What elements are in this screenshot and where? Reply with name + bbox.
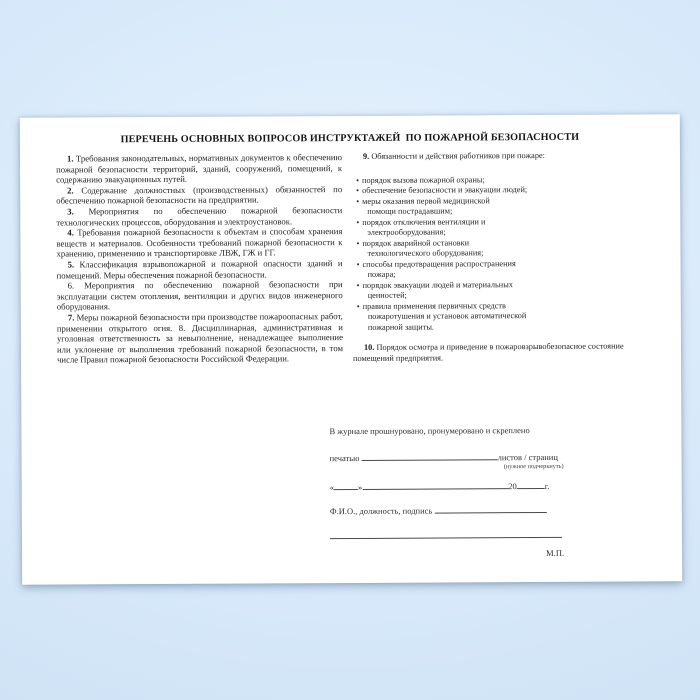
- document-body: [56, 150, 661, 365]
- bullet-icon: •: [356, 185, 360, 195]
- list-item-1: [56, 152, 342, 185]
- day-fill-line: [334, 480, 358, 490]
- name-label: Ф.И.О., должность, подпись: [329, 505, 435, 517]
- stamp-place-label: М.П.: [546, 547, 565, 558]
- bullet-item: • порядок эвакуации людей и материальных ценностей;: [356, 279, 513, 300]
- signature-fill-line: [434, 503, 546, 514]
- item-number: 7.: [67, 312, 75, 323]
- year-suffix: г.: [544, 480, 550, 491]
- item-number: 3.: [67, 206, 74, 217]
- item-number: 5.: [67, 259, 75, 270]
- list-item-9: [352, 150, 660, 162]
- date-row: [330, 479, 568, 493]
- bullet-item: • порядок аварийной остановки технологического оборудования;: [356, 237, 484, 258]
- list-item-2: [56, 184, 342, 207]
- list-item-10: [353, 341, 661, 364]
- bullet-item: • порядок вызова пожарной охраны;: [356, 174, 485, 185]
- seal-label: печатью: [329, 452, 362, 464]
- item-text: Мероприятия по обеспечению пожарной безопасности при эксплуатации систем отопления, вентиляции и других видов инженерного оборудования.: [56, 279, 343, 312]
- item-text: Обязанности и действия работников при пожаре:: [371, 150, 545, 161]
- list-item-6: [57, 279, 343, 312]
- extra-fill-row: [330, 528, 568, 542]
- bullet-icon: •: [356, 217, 360, 227]
- item-number: 2.: [67, 185, 74, 196]
- quote-open: «: [329, 482, 334, 493]
- bullet-icon: •: [356, 238, 360, 248]
- item-text: Требования законодательных, нормативных документов к обеспечению пожарной безопасности территорий, зданий, сооружений, помещений, к содержанию эвакуационных путей.: [56, 152, 343, 185]
- extra-fill-line: [330, 528, 562, 539]
- month-fill-line: [362, 479, 508, 490]
- item-text: Мероприятия по обеспечению пожарной безопасности технологических процессов, оборудования и электроустановок.: [56, 205, 343, 228]
- item-number: 10.: [363, 342, 375, 352]
- list-item-5: [57, 258, 343, 281]
- right-column: [352, 150, 661, 364]
- journal-certification-block: [329, 425, 568, 560]
- name-signature-row: [330, 503, 568, 517]
- list-item-4: [56, 226, 342, 259]
- seal-sheets-row: [330, 450, 568, 464]
- document-page: [20, 114, 682, 584]
- item-number: 9.: [362, 151, 370, 161]
- year-prefix: 20: [508, 481, 517, 492]
- item-text: Содержание должностных (производственных) обязанностей по обеспечению пожарной безопасности на предприятии.: [56, 183, 343, 206]
- page-title: ПЕРЕЧЕНЬ ОСНОВНЫХ ВОПРОСОВ ИНСТРУКТАЖЕЙ ПО ПОЖАРНОЙ БЕЗОПАСНОСТИ: [120, 131, 580, 146]
- underline-note: (нужное подчеркнуть): [503, 462, 564, 471]
- list-item-7: [57, 311, 343, 365]
- item-text: Требования пожарной безопасности к объектам и способам хранения веществ и материалов. Особенности требований пожарной безопасности к хранению, применению и транспортировке ЛВЖ, ГЖ и ГГ.: [56, 226, 343, 259]
- bullet-icon: •: [356, 259, 360, 269]
- left-column: [56, 152, 343, 365]
- bullet-item: • меры оказания первой медицинской помощи пострадавшим;: [356, 195, 490, 216]
- list-item-3: [56, 205, 342, 228]
- year-fill-line: [517, 479, 545, 489]
- item-text: Порядок осмотра и приведение в пожаровзрывобезопасное состояние помещений предприятия.: [353, 341, 624, 363]
- bullet-icon: •: [356, 301, 360, 311]
- bullet-icon: •: [356, 280, 360, 290]
- bullet-item: • правила применения первичных средств пожаротушения и установок автоматической пожарной защиты.: [356, 300, 527, 332]
- fire-actions-bullet-list: [356, 174, 661, 333]
- sheets-count-fill-line: [362, 450, 498, 461]
- item-number: 4.: [67, 227, 74, 238]
- bullet-item: • обеспечение безопасности и эвакуации людей;: [356, 185, 528, 195]
- item-number: 1.: [66, 153, 74, 164]
- sheets-label: листов / страниц: [497, 451, 558, 463]
- item-text: Классификация взрывопожарной и пожарной опасности зданий и помещений. Меры обеспечения пожарной безопасности.: [56, 257, 343, 281]
- certification-statement: В журнале прошнуровано, пронумеровано и скреплено: [329, 425, 530, 437]
- bullet-item: • способы предотвращения распространения пожара;: [356, 258, 516, 279]
- bullet-item: • порядок отключения вентиляции и электрооборудования;: [356, 216, 486, 237]
- bullet-icon: •: [356, 175, 360, 185]
- item-number: 6.: [67, 280, 75, 291]
- quote-close: »: [357, 481, 363, 492]
- item-text: Меры пожарной безопасности при производстве пожароопасных работ, применении открытого огня. 8. Дисциплинарная, административная и уголовная ответственность за невыполнение, ненадлежащее выполнение или уклонение от выполнения требований пожарной безопасности, в том числе Правил пожарной безопасности Российской Федерации.: [56, 310, 344, 365]
- bullet-icon: •: [356, 196, 360, 206]
